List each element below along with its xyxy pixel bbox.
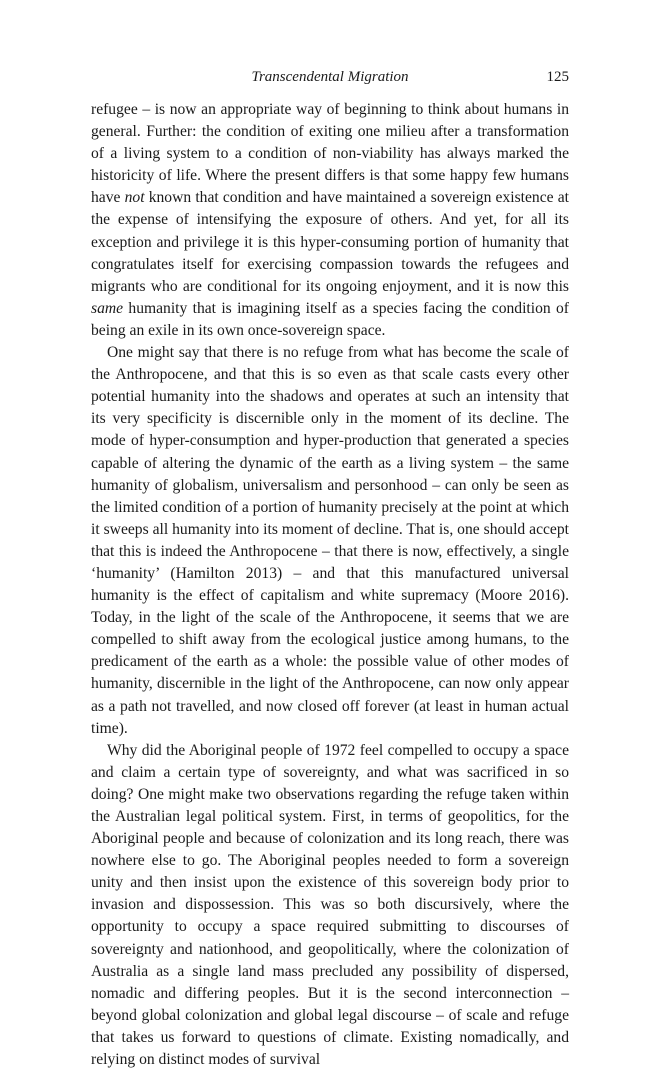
text-segment: Why did the Aboriginal people of 1972 feel compelled to occupy a space and claim a certain type of sovereignty, and what was sacrificed in so doing? One might make two observations regarding the refuge taken within the Australian legal political system. First, in terms of geopolitics, for the Aboriginal people and because of colonization and its long reach, there was nowhere else to go. The Aboriginal peoples needed to form a sovereign unity and then insist upon the existence of this sovereign body prior to invasion and dispossession. This was so both discursively, where the opportunity to occupy a space required submitting to discourses of sovereignty and nationhood, and geopolitically, where the colonization of Australia as a single land mass precluded any possibility of dispersed, nomadic and differing peoples. But it is the second interconnection – beyond global colonization and global legal discourse – of scale and refuge that takes us forward to questions of climate. Existing nomadically, and relying on distinct modes of survival [91, 741, 569, 1069]
running-header [91, 66, 569, 88]
text-segment: One might say that there is no refuge from what has become the scale of the Anthropocene, and that this is so even as that scale casts every other potential humanity into the shadows and operates at such an intensity that its very specificity is discernible only in the moment of its decline. The mode of hyper-consumption and hyper-production that generated a species capable of altering the dynamic of the earth as a living system – the same humanity of globalism, universalism and personhood – can only be seen as the limited condition of a portion of humanity precisely at the point at which it sweeps all humanity into its moment of decline. That is, one should accept that this is indeed the Anthropocene – that there is now, effectively, a single ‘humanity’ (Hamilton 2013) – and that this manufactured universal humanity is the effect of capitalism and white supremacy (Moore 2016). Today, in the light of the scale of the Anthropocene, it seems that we are compelled to shift away from the ecological justice among humans, to the predicament of the earth as a whole: the possible value of other modes of humanity, discernible in the light of the Anthropocene, can now only appear as a path not travelled, and now closed off forever (at least in human actual time). [91, 344, 569, 737]
emphasis-not: not [124, 189, 145, 207]
emphasis-same: same [91, 299, 124, 317]
paragraph-3 [91, 740, 569, 1071]
paragraph-2 [91, 342, 569, 740]
page-number: 125 [546, 69, 569, 85]
body-text [91, 99, 569, 1071]
text-segment: refugee – is now an appropriate way of beginning to think about humans in general. Further: the condition of exiting one milieu after a transformation of a living system to a condition of non-viability has always marked the historicity of life. Where the present differs is that some happy few humans have [91, 101, 569, 207]
paragraph-1 [91, 99, 569, 342]
text-segment: known that condition and have maintained a sovereign existence at the expense of intensifying the exposure of others. And yet, for all its exception and privilege it is this hyper-consuming portion of humanity that congratulates itself for exercising compassion towards the refugees and migrants who are conditional for its ongoing enjoyment, and it is now this [91, 189, 569, 295]
text-segment: humanity that is imagining itself as a species facing the condition of being an exile in its own once-sovereign space. [91, 299, 569, 339]
running-title: Transcendental Migration [251, 69, 409, 85]
